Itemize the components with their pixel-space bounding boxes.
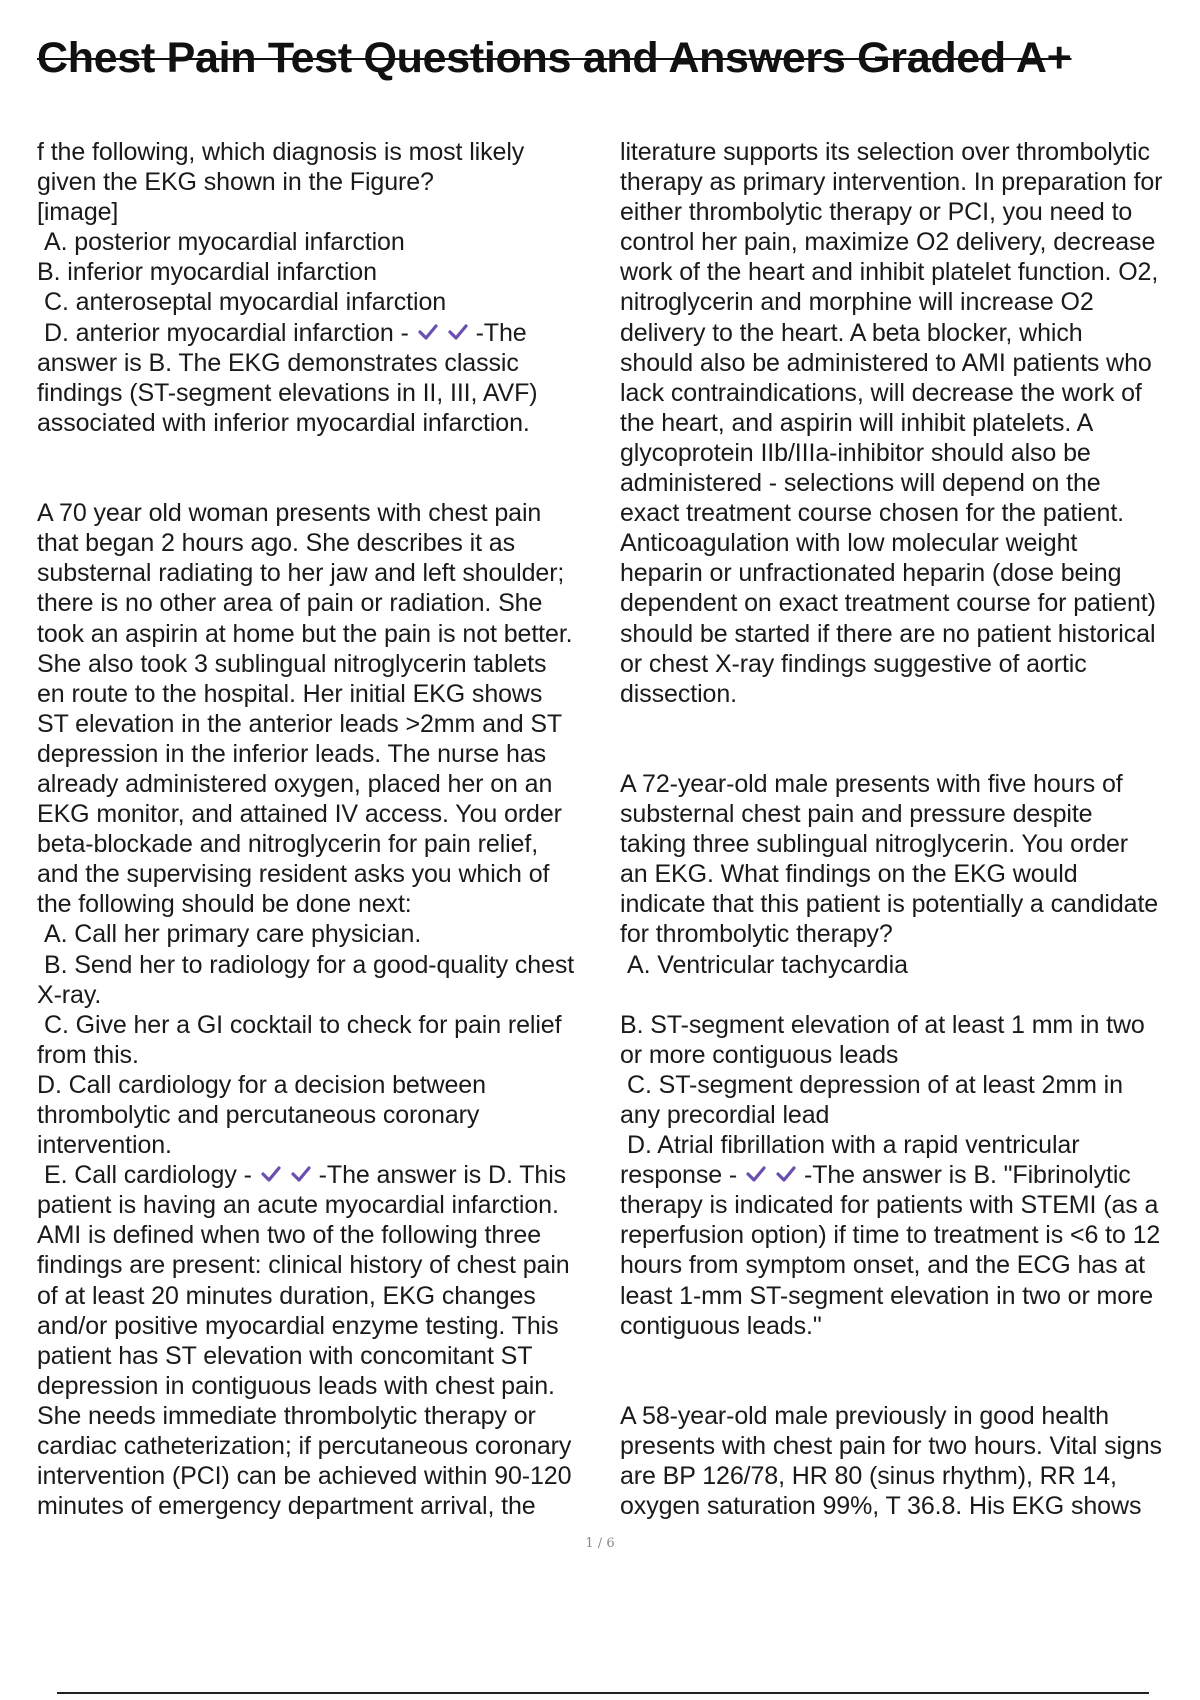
q2-stem-line: and the supervising resident asks you which of <box>37 860 550 889</box>
q3-answer-line: contiguous leads." <box>620 1311 822 1340</box>
q2-stem-line: there is no other area of pain or radiation. She <box>37 589 543 618</box>
q2-stem-line: depression in the inferior leads. The nurse has <box>37 739 547 768</box>
q2-option-d: D. Call cardiology for a decision between <box>37 1070 486 1099</box>
q2-answer-line: AMI is defined when two of the following three <box>37 1221 542 1250</box>
q2-answer-line: patient is having an acute myocardial infarction. <box>37 1191 559 1220</box>
q2-answer-line: cardiac catheterization; if percutaneous coronary <box>37 1432 572 1461</box>
q2-answer-line: She needs immediate thrombolytic therapy or <box>37 1401 536 1430</box>
q2-stem-line: ST elevation in the anterior leads >2mm and ST <box>37 709 563 738</box>
q1-option-b: B. inferior myocardial infarction <box>37 258 377 287</box>
q2-stem-line: EKG monitor, and attained IV access. You order <box>37 800 562 829</box>
question-2 <box>37 498 609 1521</box>
q2-answer-line: patient has ST elevation with concomitant ST <box>37 1341 533 1370</box>
q4-stem-line: are BP 126/78, HR 80 (sinus rhythm), RR 14, <box>620 1462 1117 1491</box>
q2-answer-line: minutes of emergency department arrival, the <box>37 1492 536 1521</box>
q3-answer-line: least 1-mm ST-segment elevation in two or more <box>620 1281 1154 1310</box>
q3-option-d-text: response - <box>620 1161 738 1190</box>
q3-option-c: C. ST-segment depression of at least 2mm in <box>627 1070 1123 1099</box>
q2-option-b-cont: X-ray. <box>37 980 102 1009</box>
q3-stem-line: taking three sublingual nitroglycerin. You order <box>620 830 1129 859</box>
q2-continued-line: exact treatment course chosen for the patient. <box>620 499 1125 528</box>
q2-answer-start: -The answer is D. This <box>318 1161 567 1190</box>
q4-stem-line: oxygen saturation 99%, T 36.8. His EKG shows <box>620 1492 1142 1521</box>
q2-stem-line: took an aspirin at home but the pain is not better. <box>37 619 573 648</box>
q1-stem-line: given the EKG shown in the Figure? <box>37 168 434 197</box>
q1-option-c: C. anteroseptal myocardial infarction <box>44 288 447 317</box>
q2-continued-line: the heart, and aspirin will inhibit platelets. A <box>620 408 1094 437</box>
q2-option-b: B. Send her to radiology for a good-quality chest <box>44 950 575 979</box>
q2-answer-line: depression in contiguous leads with chest pain. <box>37 1371 555 1400</box>
q3-stem-line: substernal chest pain and pressure despite <box>620 800 1093 829</box>
q2-continued-line: or chest X-ray findings suggestive of aortic <box>620 649 1087 678</box>
q2-answer-line: findings are present: clinical history of chest pain <box>37 1251 570 1280</box>
q4-stem-line: A 58-year-old male previously in good health <box>620 1401 1109 1430</box>
q2-continued-line: dependent on exact treatment course for patient) <box>620 589 1156 618</box>
q3-answer-start: -The answer is B. "Fibrinolytic <box>803 1161 1131 1190</box>
q2-continued-line: therapy as primary intervention. In preparation for <box>620 168 1163 197</box>
page-number: 1 / 6 <box>585 1536 615 1551</box>
q2-continued-line: lack contraindications, will decrease the work of <box>620 378 1142 407</box>
q2-continued-line: administered - selections will depend on the <box>620 469 1101 498</box>
q2-continued-line: dissection. <box>620 679 738 708</box>
check-icon <box>260 1163 288 1185</box>
q1-answer-line: findings (ST-segment elevations in II, III, AVF) <box>37 378 538 407</box>
q2-continued-line: work of the heart and inhibit platelet function. O2, <box>620 258 1159 287</box>
check-icon <box>417 321 445 343</box>
q3-option-a: A. Ventricular tachycardia <box>627 950 908 979</box>
q2-continued-line: glycoprotein IIb/IIIa-inhibitor should also be <box>620 438 1091 467</box>
q2-answer-line: of at least 20 minutes duration, EKG changes <box>37 1281 536 1310</box>
q2-answer-line: and/or positive myocardial enzyme testing. This <box>37 1311 559 1340</box>
q3-stem-line: A 72-year-old male presents with five hours of <box>620 769 1123 798</box>
q3-stem-line: for thrombolytic therapy? <box>620 920 893 949</box>
q2-continued-line: heparin or unfractionated heparin (dose being <box>620 559 1122 588</box>
document-title: Chest Pain Test Questions and Answers Graded A+ <box>37 34 1072 82</box>
q2-answer-line: intervention (PCI) can be achieved within 90-120 <box>37 1462 572 1491</box>
q3-answer-line: hours from symptom onset, and the ECG has at <box>620 1251 1146 1280</box>
q2-continued-line: should be started if there are no patient historical <box>620 619 1156 648</box>
check-icon <box>745 1163 773 1185</box>
q4-stem-line: presents with chest pain for two hours. Vital signs <box>620 1432 1162 1461</box>
q1-answer-line: associated with inferior myocardial infarction. <box>37 408 530 437</box>
q3-stem-line: an EKG. What findings on the EKG would <box>620 860 1078 889</box>
question-2-continued <box>620 137 1195 709</box>
q2-option-c-cont: from this. <box>37 1040 139 1069</box>
q2-option-d-cont: thrombolytic and percutaneous coronary <box>37 1101 480 1129</box>
q2-option-a: A. Call her primary care physician. <box>44 920 422 949</box>
q3-option-b-cont: or more contiguous leads <box>620 1040 899 1069</box>
q2-stem-line: en route to the hospital. Her initial EKG shows <box>37 679 543 708</box>
q2-continued-line: delivery to the heart. A beta blocker, which <box>620 318 1083 347</box>
q2-option-e-text: E. Call cardiology - <box>44 1161 252 1190</box>
question-3 <box>620 769 1195 1341</box>
q3-answer-line: reperfusion option) if time to treatment is <6 to 12 <box>620 1221 1161 1250</box>
q1-stem-line: f the following, which diagnosis is most likely <box>37 138 525 166</box>
q3-option-c-cont: any precordial lead <box>620 1101 830 1129</box>
q2-option-e <box>37 1160 609 1190</box>
question-1 <box>37 137 609 438</box>
q2-stem-line: that began 2 hours ago. She describes it as <box>37 529 515 558</box>
check-icon <box>290 1163 318 1185</box>
q2-continued-line: nitroglycerin and morphine will increase O2 <box>620 288 1094 317</box>
q2-option-d-cont: intervention. <box>37 1131 172 1160</box>
q3-option-b: B. ST-segment elevation of at least 1 mm in two <box>620 1010 1145 1039</box>
q1-stem-line: [image] <box>37 198 119 227</box>
q2-continued-line: Anticoagulation with low molecular weight <box>620 529 1078 558</box>
q2-option-c: C. Give her a GI cocktail to check for pain relief <box>44 1010 562 1039</box>
q2-stem-line: the following should be done next: <box>37 890 412 919</box>
question-4 <box>620 1401 1195 1521</box>
q3-stem-line: indicate that this patient is potentially a candidate <box>620 890 1159 919</box>
q2-stem-line: substernal radiating to her jaw and left shoulder; <box>37 559 565 588</box>
q2-stem-line: already administered oxygen, placed her on an <box>37 769 553 798</box>
q2-continued-line: should also be administered to AMI patients who <box>620 348 1152 377</box>
q2-stem-line: beta-blockade and nitroglycerin for pain relief, <box>37 830 539 859</box>
check-icon <box>447 321 475 343</box>
q1-option-d-text: D. anterior myocardial infarction - <box>44 318 409 347</box>
left-column <box>37 137 609 1521</box>
right-column <box>620 137 1195 1521</box>
q1-answer-start: -The <box>475 318 527 347</box>
q1-option-a: A. posterior myocardial infarction <box>44 228 405 257</box>
q3-option-d: D. Atrial fibrillation with a rapid ventricular <box>627 1131 1080 1160</box>
q3-option-d-cont <box>620 1160 1195 1190</box>
q3-answer-line: therapy is indicated for patients with STEMI (as a <box>620 1191 1159 1220</box>
q2-stem-line: She also took 3 sublingual nitroglycerin tablets <box>37 649 547 678</box>
q2-continued-line: literature supports its selection over thrombolytic <box>620 138 1150 166</box>
q2-continued-line: either thrombolytic therapy or PCI, you need to <box>620 198 1133 227</box>
page-divider <box>57 1692 1149 1694</box>
q2-stem-line: A 70 year old woman presents with chest pain <box>37 499 542 528</box>
q2-continued-line: control her pain, maximize O2 delivery, decrease <box>620 228 1156 257</box>
q1-answer-line: answer is B. The EKG demonstrates classic <box>37 348 519 377</box>
q1-option-d <box>37 318 609 348</box>
check-icon <box>775 1163 803 1185</box>
